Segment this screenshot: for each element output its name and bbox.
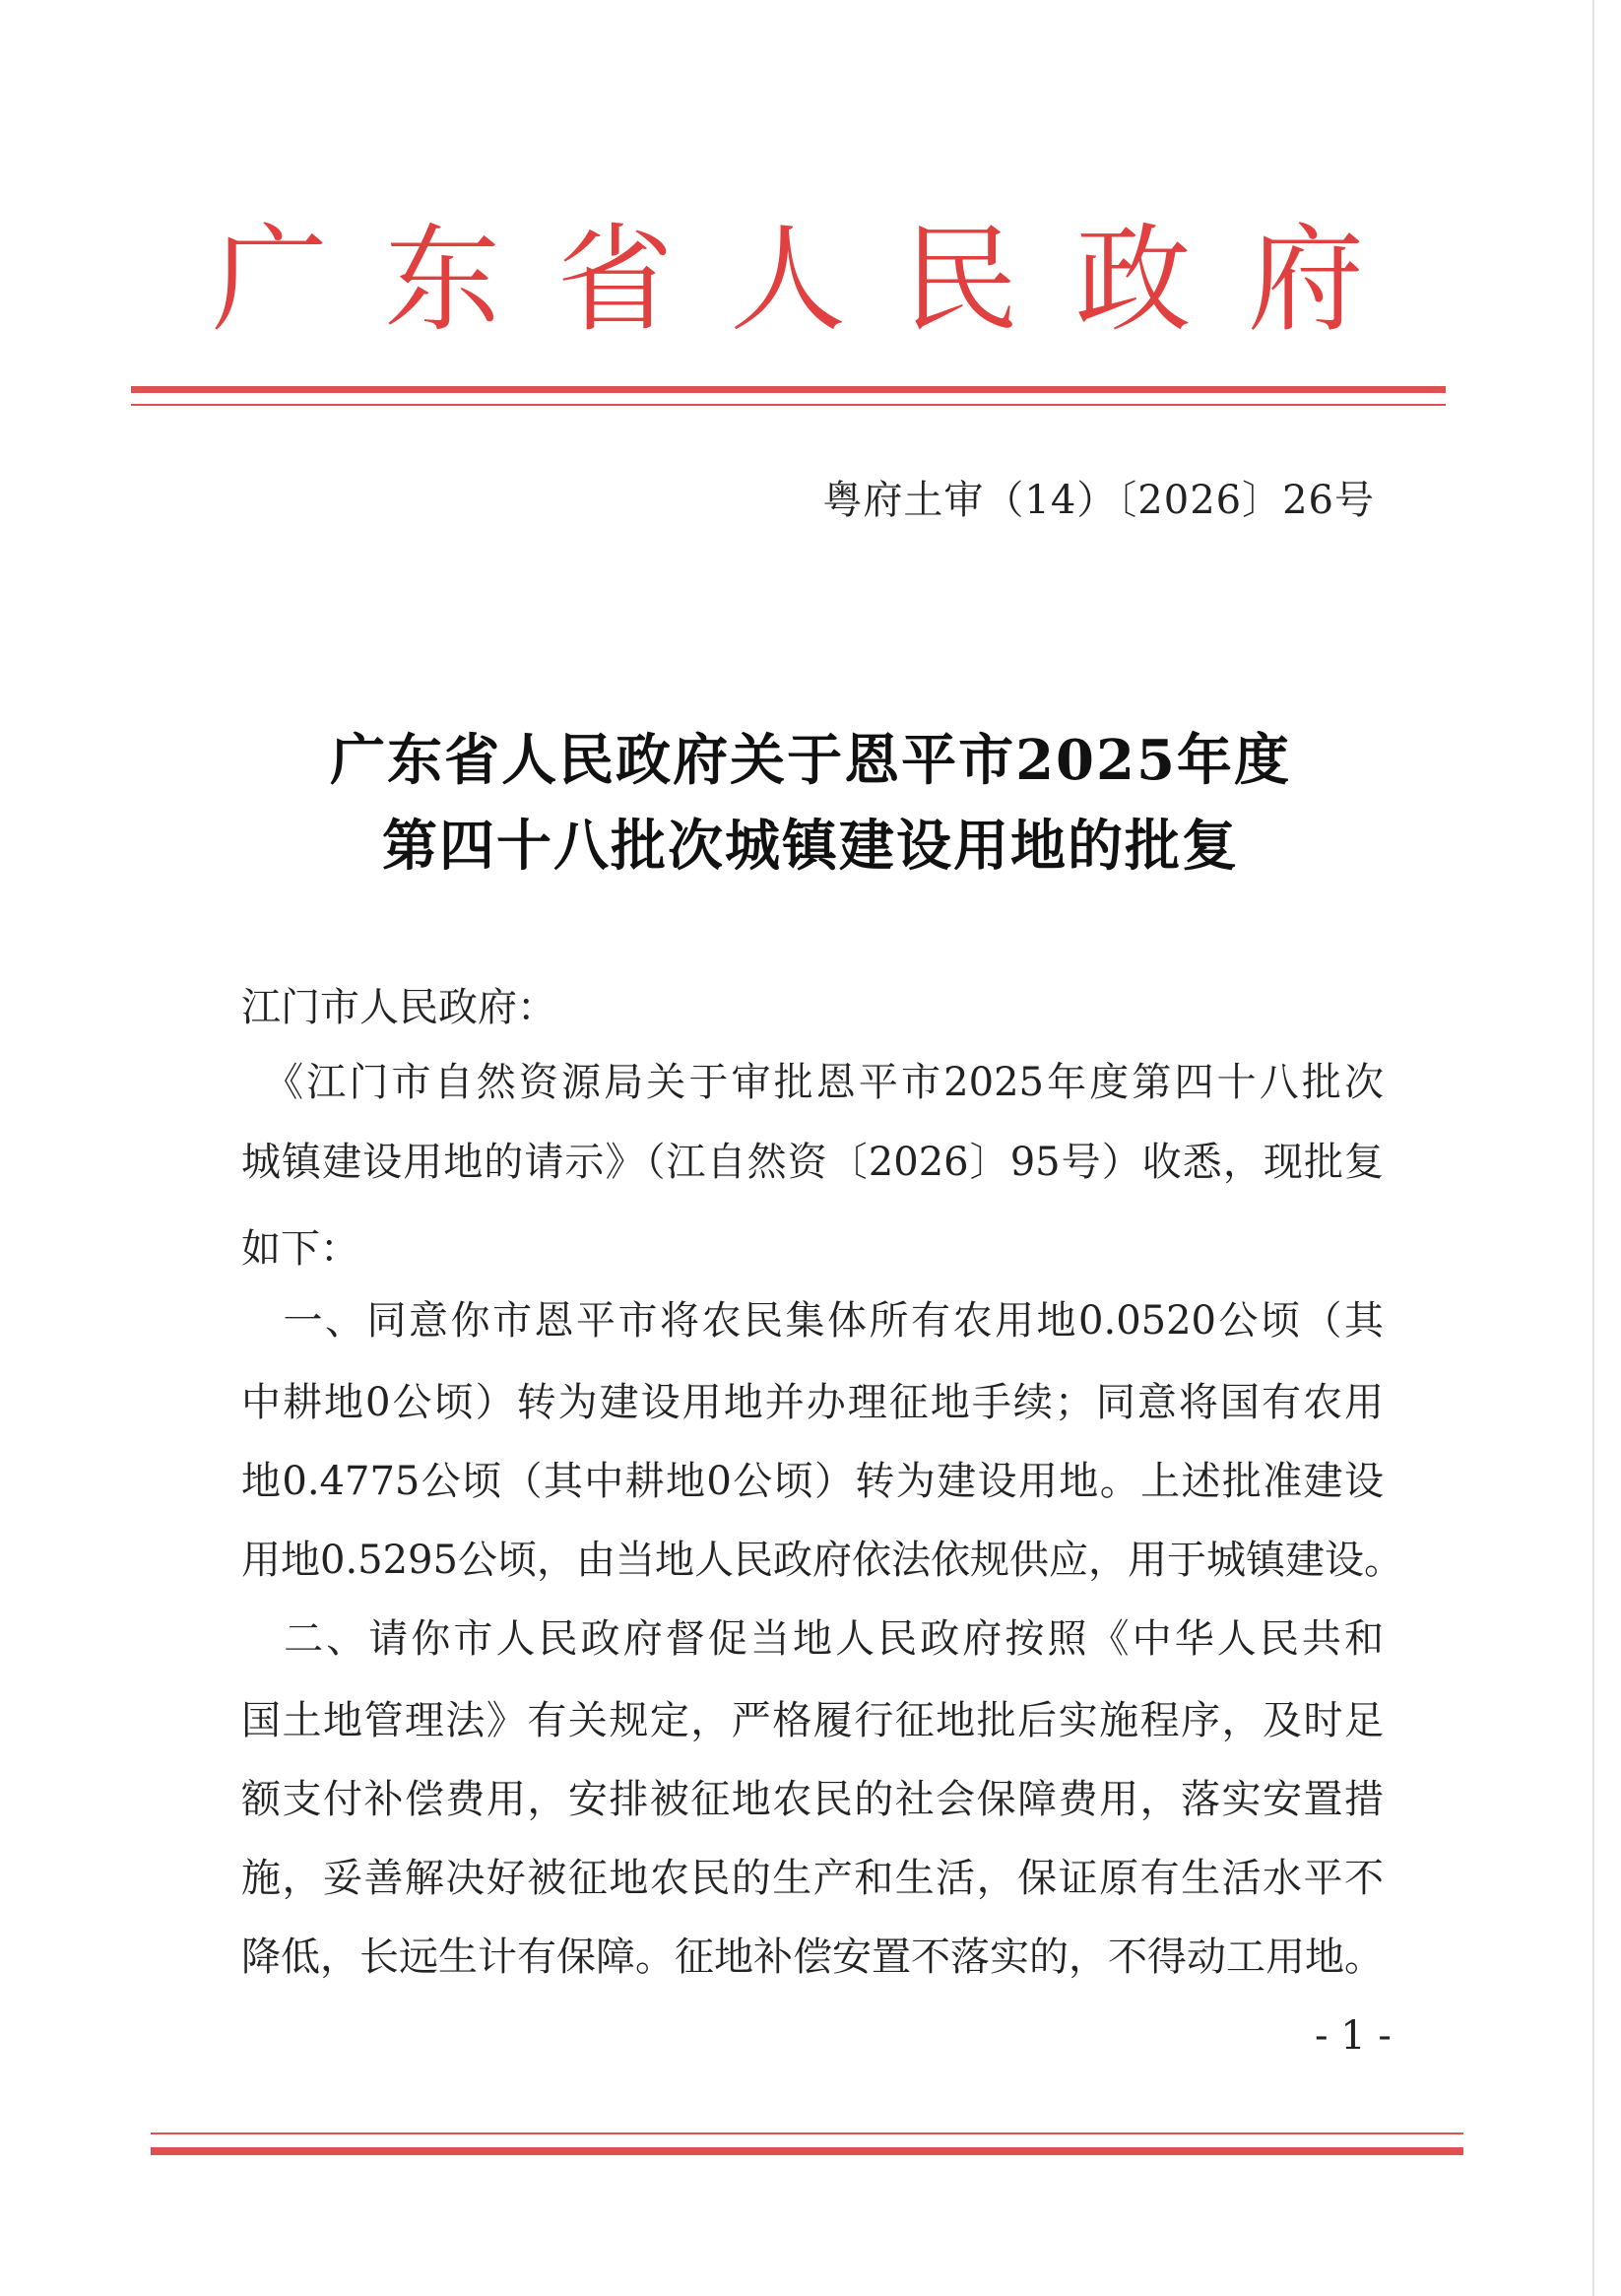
body-line: 用地0.5295公顷，由当地人民政府依法依规供应，用于城镇建设。	[241, 1538, 1403, 1583]
body-line: 降低，长远生计有保障。征地补偿安置不落实的，不得动工用地。	[241, 1935, 1384, 1980]
document-title-line-2: 第四十八批次城镇建设用地的批复	[382, 814, 1239, 879]
body-line: 施，妥善解决好被征地农民的生产和生活，保证原有生活水平不	[241, 1856, 1384, 1901]
issuing-authority-header	[212, 212, 1364, 348]
header-red-rule-thick	[131, 386, 1446, 393]
body-line: 二、请你市人民政府督促当地人民政府按照《中华人民共和	[241, 1616, 1384, 1662]
header-char: 政	[1074, 212, 1192, 348]
body-line: 如下：	[241, 1226, 359, 1272]
header-char: 省	[556, 212, 674, 348]
header-char: 东	[384, 212, 501, 348]
header-char: 府	[1247, 212, 1364, 348]
footer-red-rule-thick	[151, 2147, 1463, 2155]
header-red-rule-thin	[131, 404, 1446, 406]
footer-red-rule-thin	[151, 2132, 1463, 2134]
header-char: 广	[212, 212, 329, 348]
document-number: 粤府土审（14）〔2026〕26号	[822, 478, 1375, 523]
body-line: 《江门市自然资源局关于审批恩平市2025年度第四十八批次	[241, 1060, 1384, 1105]
addressee: 江门市人民政府：	[241, 985, 556, 1030]
page-edge	[1592, 0, 1594, 2296]
page-number: - 1 -	[1315, 2013, 1392, 2059]
document-title-line-1: 广东省人民政府关于恩平市2025年度	[330, 728, 1291, 793]
body-line: 地0.4775公顷（其中耕地0公顷）转为建设用地。上述批准建设	[241, 1459, 1384, 1504]
body-line: 国土地管理法》有关规定，严格履行征地批后实施程序，及时足	[241, 1698, 1384, 1743]
body-line: 中耕地0公顷）转为建设用地并办理征地手续；同意将国有农用	[241, 1380, 1384, 1425]
header-char: 民	[902, 212, 1019, 348]
header-char: 人	[729, 212, 846, 348]
body-line: 城镇建设用地的请示》（江自然资〔2026〕95号）收悉，现批复	[241, 1140, 1384, 1185]
body-line: 额支付补偿费用，安排被征地农民的社会保障费用，落实安置措	[241, 1777, 1384, 1822]
body-line: 一、同意你市恩平市将农民集体所有农用地0.0520公顷（其	[241, 1298, 1384, 1344]
